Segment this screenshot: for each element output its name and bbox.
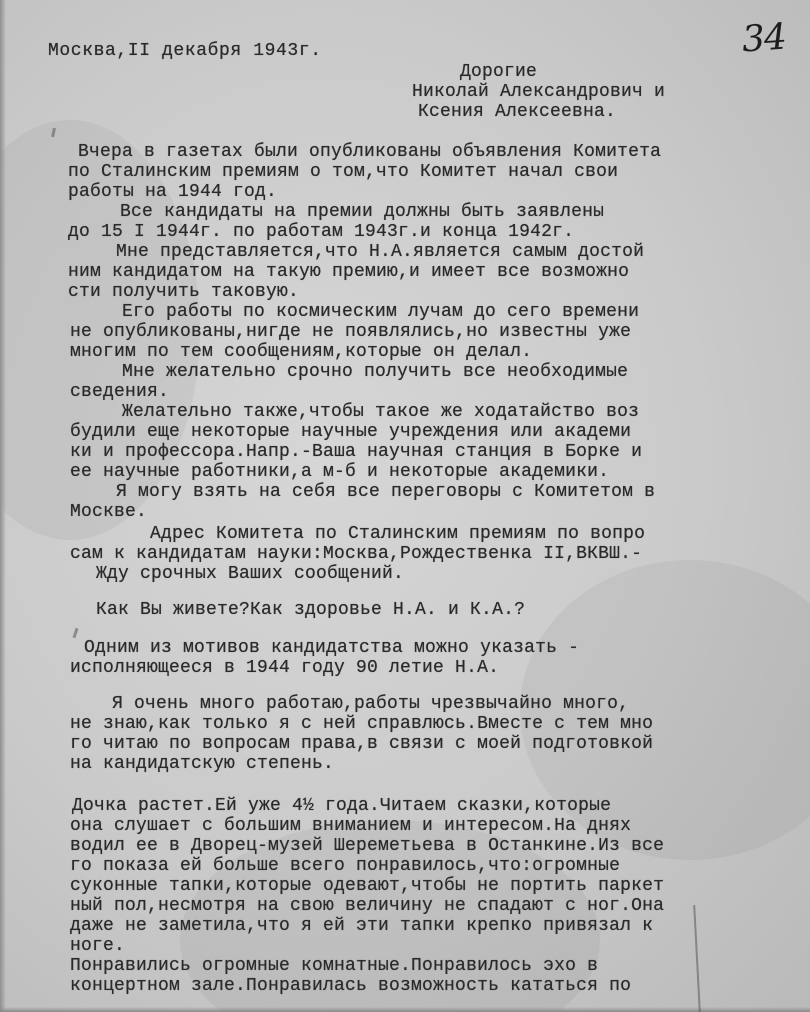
letter-line: концертном зале.Понравилась возможность кататься по xyxy=(70,976,632,996)
letter-line: по Сталинским премиям о том,что Комитет начал свои xyxy=(68,162,619,182)
letter-line: го показа ей больше всего понравилось,что:огромные xyxy=(70,856,621,876)
letter-line: исполняющееся в 1944 году 90 летие Н.А. xyxy=(70,658,500,678)
letter-line: даже не заметила,что я ей эти тапки крепко привязал к xyxy=(70,916,654,936)
letter-line: не опубликованы,нигде не появлялись,но известны уже xyxy=(70,322,632,342)
letter-line: не знаю,как только я с ней справлюсь.Вместе с тем мно xyxy=(70,714,654,734)
letter-line: Я очень много работаю,работы чрезвычайно много, xyxy=(112,694,630,714)
letter-line: Дочка растет.Ей уже 4½ года.Читаем сказки,которые xyxy=(72,796,612,816)
letter-line: Жду срочных Ваших сообщений. xyxy=(96,564,405,584)
letter-line: многим по тем сообщениям,которые он делал. xyxy=(70,342,533,362)
letter-line: ки и профессора.Напр.-Ваша научная станция в Борке и xyxy=(70,442,643,462)
letter-line: Его работы по космическим лучам до сего времени xyxy=(122,302,640,322)
letter-line: она слушает с большим вниманием и интересом.На днях xyxy=(70,816,632,836)
date-line: Москва,II декабря 1943г. xyxy=(48,41,322,61)
page-number: 34 xyxy=(740,16,788,61)
letter-line: Вчера в газетах были опубликованы объявления Комитета xyxy=(78,142,662,162)
letter-line: сам к кандидатам науки:Москва,Рождественка II,ВКВШ.- xyxy=(70,544,643,564)
letter-line: Я могу взять на себя все переговоры с Комитетом в xyxy=(116,482,656,502)
letter-line: Москве. xyxy=(70,502,148,522)
letter-line: ный пол,несмотря на свою величину не спадают с ног.Она xyxy=(70,896,665,916)
letter-line: суконные тапки,которые одевают,чтобы не портить паркет xyxy=(70,876,665,896)
salutation-line: Ксения Алексеевна. xyxy=(418,102,617,122)
letter-line: Мне представляется,что Н.А.является самым достой xyxy=(116,242,645,262)
letter-line: Адрес Комитета по Сталинским премиям по вопро xyxy=(150,524,646,544)
letter-line: ним кандидатом на такую премию,и имеет все возможно xyxy=(68,262,630,282)
salutation-line: Дорогие xyxy=(460,62,538,82)
letter-line: Все кандидаты на премии должны быть заявлены xyxy=(120,202,605,222)
letter-line: Понравились огромные комнатные.Понравилось эхо в xyxy=(70,956,599,976)
letter-line: ее научные работники,а м-б и некоторые академики. xyxy=(70,462,610,482)
letter-line: Желательно также,чтобы такое же ходатайство воз xyxy=(122,402,640,422)
letter-line: водил ее в Дворец-музей Шереметьева в Останкине.Из все xyxy=(70,836,665,856)
letter-line: на кандидатскую степень. xyxy=(70,754,335,774)
letter-line: сти получить таковую. xyxy=(68,282,300,302)
letter-line: до 15 I 1944г. по работам 1943г.и конца 1942г. xyxy=(68,222,575,242)
letter-line: Одним из мотивов кандидатства можно указать - xyxy=(84,638,580,658)
letter-line: сведения. xyxy=(70,382,170,402)
letter-line: работы на 1944 год. xyxy=(68,182,278,202)
letter-line: ноге. xyxy=(70,936,126,956)
letter-line: Как Вы живете?Как здоровье Н.А. и К.А.? xyxy=(96,600,526,620)
letter-line: будили еще некоторые научные учреждения или академи xyxy=(70,422,632,442)
letter-line: Мне желательно срочно получить все необходимые xyxy=(122,362,629,382)
letter-line: го читаю по вопросам права,в связи с моей подготовкой xyxy=(70,734,654,754)
salutation-line: Николай Александрович и xyxy=(412,82,666,102)
